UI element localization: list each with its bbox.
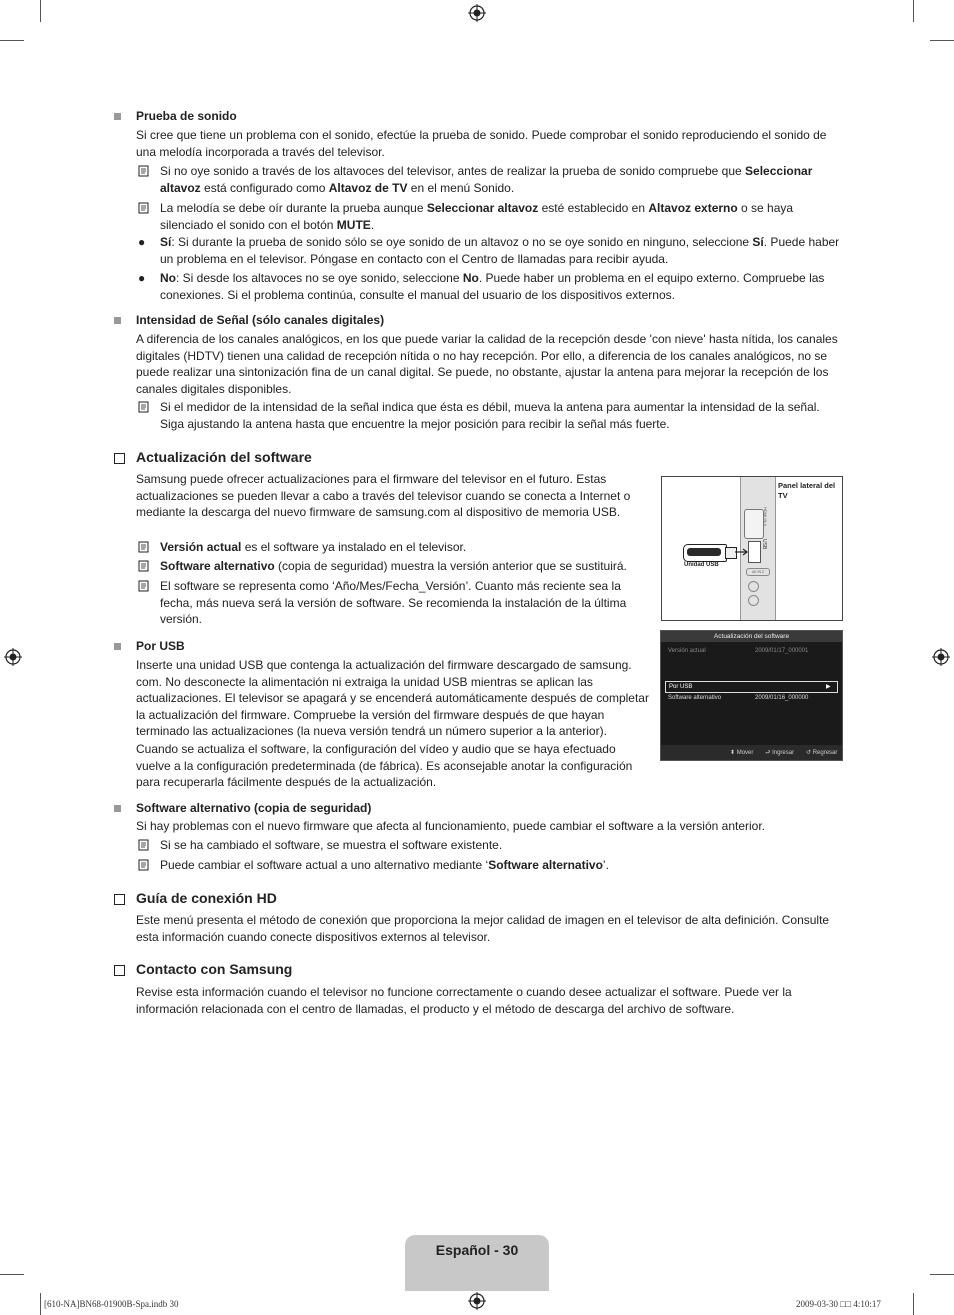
hdmi-port-label: HDMI IN 4 [763,507,768,526]
note-icon [138,401,150,413]
print-footer-right: 2009-03-30 □□ 4:10:17 [796,1299,881,1309]
arrow-right-icon: ▶ [826,684,831,690]
note-icon [138,859,150,871]
move-hint: ⬍ Mover [730,750,754,756]
usb-port [748,541,761,563]
note: La melodía se debe oír durante la prueba aunque Seleccionar altavoz esté establecido en Altavoz externo o se haya silenciado el sonido con el botón MUTE. [160,201,794,232]
bullet-item: Sí: Si durante la prueba de sonido sólo se oye sonido de un altavoz o no se oye sonido en ninguno, seleccione Sí. Puede haber un problema en el televisor. Póngase en contacto con el Centro de llamadas para recibir ayuda. [160,235,840,266]
registration-mark-icon [468,4,486,22]
paragraph: Cuando se actualiza el software, la configuración del vídeo y audio que se haya efectuado vuelve a la configuración predeterminada (de fábrica). Es aconsejable anotar la configuración para recuperarla fácilmente después de la actualización. [136,742,633,789]
av-port-label: AV IN 2 [746,568,770,576]
heading: Contacto con Samsung [136,961,293,977]
section-bullet-icon [114,643,121,650]
screen-title: Actualización del software [661,631,842,642]
registration-mark-icon [4,648,22,666]
usb-port-label: USB [761,539,767,550]
paragraph: Este menú presenta el método de conexión que proporciona la mejor calidad de imagen en el televisor de alta definición. Consulte esta información cuando conecte dispositivos externos al televisor. [136,913,830,944]
heading-box-icon [114,965,125,976]
paragraph: Revise esta información cuando el televisor no funcione correctamente o cuando desee actualizar el software. Puede ver la información relacionada con el centro de llamadas, el producto y el método de descarga del archivo de software. [136,985,792,1016]
paragraph: Inserte una unidad USB que contenga la actualización del firmware descargado de samsung. com. No desconecte la alimentación ni extraiga la unidad USB mientras se aplican las actualizaciones. El televisor se apagará y se encenderá automáticamente después de completar la actualización del firmware. Compruebe la versión del firmware después de que hayan terminado las actualizaciones (la nueva versión tendrá un número superior a la anterior). [136,658,649,738]
paragraph: Si hay problemas con el nuevo firmware que afecta al funcionamiento, puede cambiar el software a la versión anterior. [136,819,766,833]
note-icon [138,202,150,214]
av-jack [748,595,759,606]
usb-drive [683,544,727,562]
by-usb-option[interactable]: Por USB ▶ [665,681,838,693]
registration-mark-icon [932,648,950,666]
return-hint: ↺ Regresar [806,750,838,756]
print-footer-left: [610-NA]BN68-01900B-Spa.indb 30 [44,1299,179,1309]
note: El software se representa como ‘Año/Mes/Fecha_Versión’. Cuanto más reciente sea la fecha, más nueva será la versión de software. Se recomienda la instalación de la última versión. [160,579,627,626]
section-title: Por USB [136,639,185,653]
enter-hint: ⮐ Ingresar [765,750,795,756]
note-icon [138,165,150,177]
heading: Actualización del software [136,449,312,465]
note: Puede cambiar el software actual a uno alternativo mediante ‘Software alternativo’. [160,858,609,872]
note: Software alternativo (copia de seguridad) muestra la versión anterior que se sustituirá. [160,559,627,573]
page-number: Español - 30 [435,1242,519,1258]
note-icon [138,541,150,553]
tv-side-panel-figure [661,476,843,621]
note: Si el medidor de la intensidad de la señal indica que ésta es débil, mueva la antena para aumentar la intensidad de la señal. Siga ajustando la antena hasta que encuentre la mejor posición para recibir la señal más fuerte. [160,400,820,431]
note-icon [138,560,150,572]
screen-footer [661,745,842,760]
registration-mark-icon [468,1292,486,1310]
bullet-item: No: Si desde los altavoces no se oye sonido, seleccione No. Puede haber un problema en el equipo externo. Compruebe las conexiones. Si el problema continúa, consulte el manual del usuario de los dispositivos externos. [160,271,825,302]
arrow-right-icon [735,548,749,556]
note: Si no oye sonido a través de los altavoces del televisor, antes de realizar la prueba de sonido compruebe que Seleccionar altavoz está configurado como Altavoz de TV en el menú Sonido. [160,164,813,195]
bullet-dot-icon: ● [138,271,146,285]
section-bullet-icon [114,317,121,324]
hdmi-port [744,509,764,539]
alternative-software-row[interactable]: Software alternativo 2009/01/16_000000 [668,695,809,701]
note: Versión actual es el software ya instalado en el televisor. [160,540,467,554]
section-title: Prueba de sonido [136,109,237,123]
note-icon [138,580,150,592]
usb-drive-label: Unidad USB [684,562,719,568]
section-title: Software alternativo (copia de seguridad) [136,801,372,815]
heading-box-icon [114,894,125,905]
heading: Guía de conexión HD [136,890,277,906]
note: Si se ha cambiado el software, se muestra el software existente. [160,838,503,852]
av-jack [748,581,759,592]
bullet-dot-icon: ● [138,235,146,249]
paragraph: A diferencia de los canales analógicos, en los que puede variar la calidad de la recepción desde 'con nieve' hasta nítida, los canales digitales (HDTV) tienen una calidad de recepción nítida o no hay recepción. Por ello, a diferencia de los canales analógicos, no se puede realizar una sintonización fina de un canal digital. Se puede, no obstante, ajustar la antena para mejorar la recepción de los canales digitales disponibles. [136,332,838,396]
panel-label: Panel lateral del TV [778,481,836,500]
section-bullet-icon [114,113,121,120]
current-version-row: Versión actual 2009/01/17_000001 [668,648,809,654]
software-update-screen [660,630,843,761]
section-title: Intensidad de Señal (sólo canales digitales) [136,313,385,327]
heading-box-icon [114,453,125,464]
section-bullet-icon [114,805,121,812]
paragraph: Si cree que tiene un problema con el sonido, efectúe la prueba de sonido. Puede comprobar el sonido reproduciendo el sonido de una melodía incorporada a través del televisor. [136,128,827,159]
note-icon [138,839,150,851]
paragraph: Samsung puede ofrecer actualizaciones para el firmware del televisor en el futuro. Estas actualizaciones se pueden llevar a cabo a través del televisor cuando se conecta a Internet o mediante la descarga del nuevo firmware de samsung.com al dispositivo de memoria USB. [136,472,631,519]
